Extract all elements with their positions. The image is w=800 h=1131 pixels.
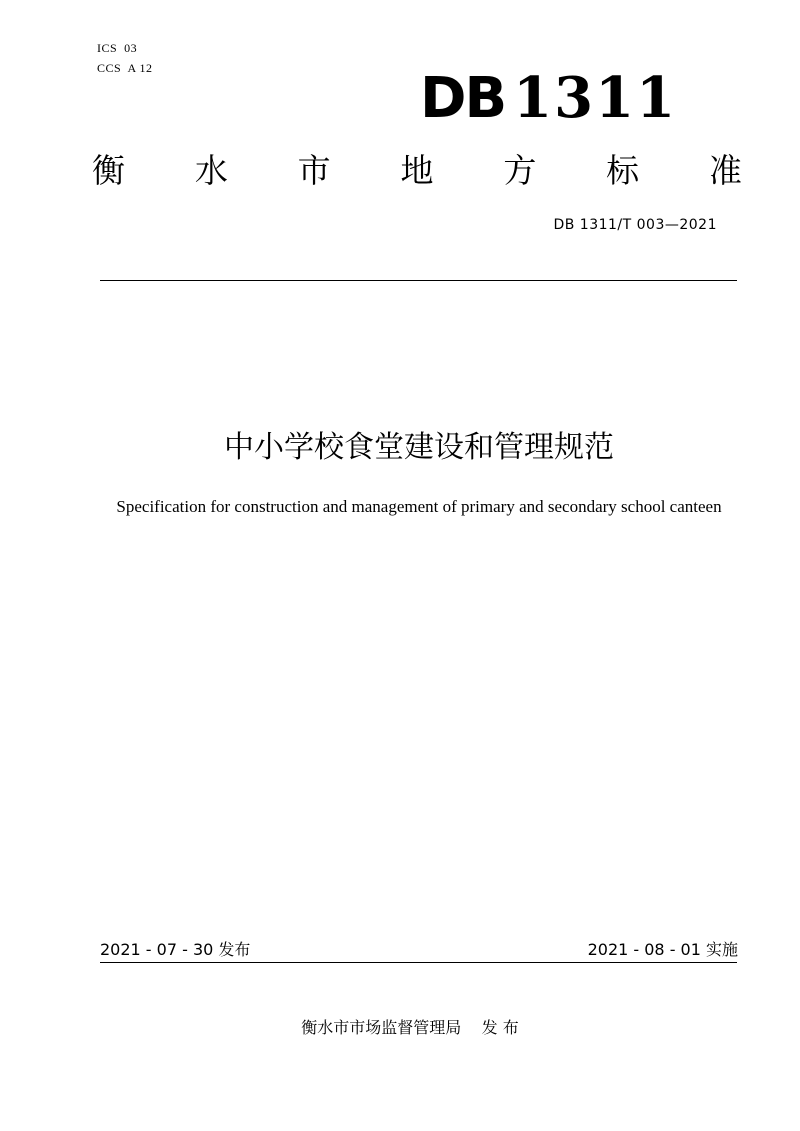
classification-codes <box>97 38 153 78</box>
footer-divider <box>100 962 737 963</box>
standard-type-title <box>92 148 742 194</box>
document-title-cn: 中小学校食堂建设和管理规范 <box>224 430 614 465</box>
implement-date: 2021 - 08 - 01 实施 <box>587 940 738 959</box>
issuer: 衡水市市场监督管理局 发 布 <box>301 1018 519 1037</box>
standard-number: DB 1311/T 003—2021 <box>553 217 717 233</box>
standard-code-number: 1311 <box>513 65 678 131</box>
standard-type-char: 市 <box>297 151 331 190</box>
document-title-en: Specification for construction and management of primary and secondary school canteen <box>116 497 722 516</box>
standard-type-char: 标 <box>606 151 640 190</box>
standard-type-char: 方 <box>503 151 537 190</box>
ccs-code: CCS A 12 <box>97 61 153 75</box>
standard-code-prefix: DB <box>420 66 506 131</box>
standard-type-char: 衡 <box>92 151 125 190</box>
issue-date: 2021 - 07 - 30 发布 <box>100 940 251 959</box>
standard-type-char: 准 <box>708 151 742 190</box>
standard-type-char: 地 <box>400 151 434 190</box>
header-divider <box>100 280 737 281</box>
standard-code-logo <box>420 64 677 133</box>
standard-type-char: 水 <box>194 151 228 190</box>
ics-code: ICS 03 <box>97 41 138 55</box>
